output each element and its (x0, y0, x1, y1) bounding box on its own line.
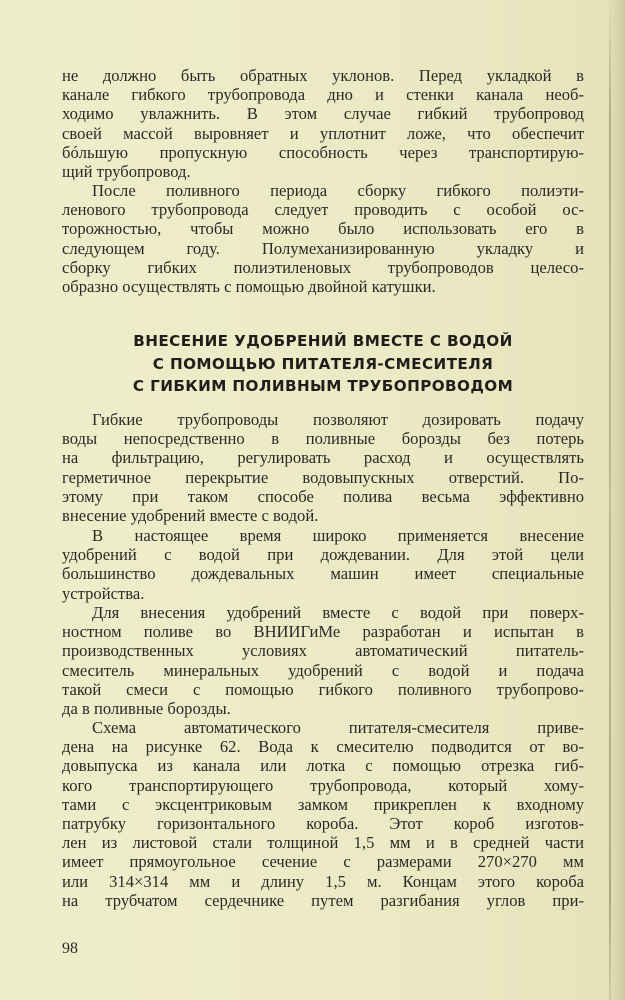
heading-line: С ПОМОЩЬЮ ПИТАТЕЛЯ-СМЕСИТЕЛЯ (152, 354, 494, 373)
paragraph-sprinkling (62, 526, 584, 603)
text-line: После поливного периода сборку гибкого полиэти- (92, 181, 584, 200)
text-line: не должно быть обратных уклонов. Перед укладкой в (62, 66, 584, 85)
text-line: патрубку горизонтального короба. Этот короб изготов- (62, 813, 584, 833)
text-line: на фильтрацию, регулировать расход и осуществлять (62, 448, 584, 468)
paragraph-viniigim (62, 603, 584, 718)
paragraph-feeder-scheme (62, 718, 584, 910)
text-line: Гибкие трубопроводы позволяют дозировать подачу (92, 410, 584, 429)
text-line: дена на рисунке 62. Вода к смесителю подводится от во- (62, 737, 584, 757)
page-edge-shadow (609, 0, 611, 1000)
text-line: щий трубопровод. (62, 161, 191, 181)
paragraph-flexible-pipes (62, 410, 584, 525)
text-line: В настоящее время широко применяется внесение (92, 526, 584, 545)
text-line: этому при таком способе полива весьма эффективно (62, 486, 584, 506)
text-line: следующем году. Полумеханизированную укладку и (62, 238, 584, 258)
section-heading (62, 330, 584, 398)
text-line: торожностью, чтобы можно было использовать его в (62, 219, 584, 239)
text-line: ленового трубопровода следует проводить с особой ос- (62, 200, 584, 220)
text-line: производственных условиях автоматический питатель- (62, 641, 584, 661)
text-line: Схема автоматического питателя-смесителя приве- (92, 718, 584, 737)
text-line: кого транспортирующего трубопровода, который хому- (62, 775, 584, 795)
heading-line: ВНЕСЕНИЕ УДОБРЕНИЙ ВМЕСТЕ С ВОДОЙ (133, 332, 513, 350)
text-line: канале гибкого трубопровода дно и стенки канала необ- (62, 85, 584, 105)
text-line: такой смеси с помощью гибкого поливного трубопрово- (62, 679, 584, 699)
text-line: да в поливные борозды. (62, 698, 231, 718)
text-line: внесение удобрений вместе с водой. (62, 505, 319, 525)
text-line: своей массой выровняет и уплотнит ложе, что обеспечит (62, 123, 584, 143)
text-line: воды непосредственно в поливные борозды без потерь (62, 429, 584, 449)
text-line: устройства. (62, 583, 145, 603)
text-line: большинство дождевальных машин имеет специальные (62, 564, 584, 584)
text-line: удобрений с водой при дождевании. Для этой цели (62, 545, 584, 565)
text-line: сборку гибких полиэтиленовых трубопроводов целесо- (62, 257, 584, 277)
text-line: Для внесения удобрений вместе с водой при поверх- (92, 603, 584, 622)
text-line: ходимо увлажнить. В этом случае гибкий трубопровод (62, 104, 584, 124)
text-line: имеет прямоугольное сечение с размерами 270×270 мм (62, 852, 584, 872)
page-number: 98 (62, 940, 78, 957)
text-line: лен из листовой стали толщиной 1,5 мм и в средней части (62, 833, 584, 853)
paragraph-top (62, 66, 584, 181)
paragraph-after-watering (62, 181, 584, 296)
heading-line: С ГИБКИМ ПОЛИВНЫМ ТРУБОПРОВОДОМ (132, 377, 514, 395)
text-line: или 314×314 мм и длину 1,5 м. Концам этого короба (62, 871, 584, 891)
text-line: образно осуществлять с помощью двойной катушки. (62, 276, 436, 296)
text-line: на трубчатом сердечнике путем разгибания углов при- (62, 890, 584, 910)
text-line: тами с эксцентриковым замком прикреплен к входному (62, 794, 584, 814)
text-line: бóльшую пропускную способность через транспортирую- (62, 142, 584, 162)
text-line: герметичное перекрытие водовыпускных отверстий. По- (62, 467, 584, 487)
text-line: довыпуска из канала или лотка с помощью отрезка гиб- (62, 756, 584, 776)
text-line: ностном поливе во ВНИИГиМе разработан и испытан в (62, 622, 584, 642)
text-line: смеситель минеральных удобрений с водой и подача (62, 660, 584, 680)
